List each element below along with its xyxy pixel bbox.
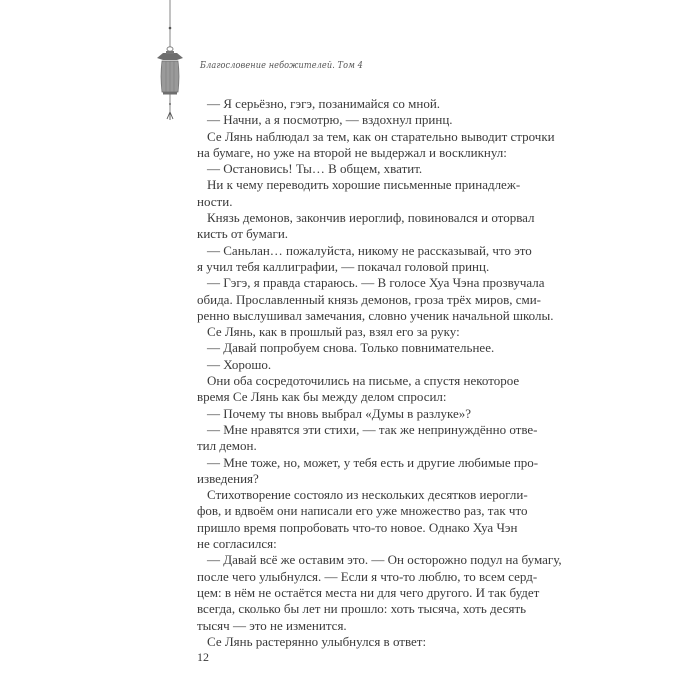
paragraph [197, 421, 538, 455]
text-line: кисть от бумаги. [197, 226, 289, 242]
text-line: Се Лянь, как в прошлый раз, взял его за руку: [207, 324, 460, 340]
text-line: — Давай всё же оставим это. — Он осторожно подул на бумагу, [207, 552, 562, 568]
paragraph [197, 177, 521, 210]
paragraph [197, 340, 508, 356]
body-text [197, 96, 562, 650]
paragraph [197, 552, 562, 633]
text-line: — Мне тоже, но, может, у тебя есть и другие любимые про- [207, 454, 539, 470]
paragraph [197, 242, 532, 276]
text-line: Князь демонов, закончив иероглиф, повиновался и оторвал [207, 210, 535, 226]
text-line: Ни к чему переводить хорошие письменные принадлеж- [207, 177, 521, 193]
running-head: Благословение небожителей. Том 4 [200, 60, 363, 71]
text-line: Се Лянь растерянно улыбнулся в ответ: [207, 633, 427, 649]
text-line: на бумаге, но уже на второй не выдержал и воскликнул: [197, 144, 507, 160]
paragraph [197, 112, 508, 128]
paragraph [197, 406, 508, 422]
text-line: обида. Прославленный князь демонов, гроза трёх миров, сми- [197, 291, 541, 307]
text-line: — Мне нравятся эти стихи, — так же непринуждённо отве- [207, 421, 538, 437]
text-line: я учил тебя каллиграфии, — покачал головой принц. [197, 258, 490, 274]
text-line: пришло время попробовать что-то новое. Однако Хуа Чэн [197, 519, 518, 535]
text-line: — Я серьёзно, гэгэ, позанимайся со мной. [207, 96, 441, 111]
page-number: 12 [197, 650, 209, 664]
text-line: Стихотворение состояло из нескольких десятков иерогли- [207, 487, 528, 503]
paragraph [197, 275, 554, 324]
paragraph [197, 161, 508, 177]
text-line: тысяч — это не изменится. [197, 617, 347, 633]
paragraph [197, 373, 520, 406]
paragraph [197, 634, 508, 650]
text-line: после чего улыбнулся. — Если я что-то люблю, то всем серд- [197, 568, 538, 584]
text-line: — Начни, а я посмотрю, — вздохнул принц. [207, 112, 453, 128]
paragraph [197, 324, 508, 340]
text-line: ности. [197, 193, 233, 209]
text-line: Они оба сосредоточились на письме, а спустя некоторое [207, 373, 520, 389]
text-line: не согласился: [197, 536, 277, 552]
paragraph [197, 128, 555, 162]
paragraph [197, 454, 539, 488]
text-line: время Се Лянь как бы между делом спросил: [197, 389, 447, 405]
text-line: всегда, сколько бы лет ни прошло: хоть тысяча, хоть десять [197, 601, 527, 617]
text-line: — Саньлан… пожалуйста, никому не рассказывай, что это [207, 242, 532, 258]
paragraph [197, 487, 528, 552]
text-line: фов, и вдвоём они написали его уже множество раз, так что [197, 503, 528, 519]
text-line: — Почему ты вновь выбрал «Думы в разлуке»? [207, 405, 471, 421]
text-line: — Давай попробуем снова. Только повнимательнее. [207, 340, 495, 356]
paragraph [197, 210, 535, 243]
text-line: ренно выслушивал замечания, словно ученик начальной школы. [197, 307, 554, 323]
text-line: изведения? [197, 470, 259, 486]
text-line: — Гэгэ, я правда стараюсь. — В голосе Хуа Чэна прозвучала [207, 275, 545, 291]
paragraph [197, 357, 508, 373]
text-line: — Остановись! Ты… В общем, хватит. [207, 161, 423, 177]
hanging-lantern-icon [155, 0, 185, 125]
paragraph [197, 96, 508, 112]
text-line: Се Лянь наблюдал за тем, как он старательно выводит строчки [207, 128, 555, 144]
text-line: цем: в нём не остаётся места ни для чего другого. И так будет [197, 584, 540, 600]
text-line: тил демон. [197, 438, 257, 454]
text-line: — Хорошо. [207, 356, 272, 372]
